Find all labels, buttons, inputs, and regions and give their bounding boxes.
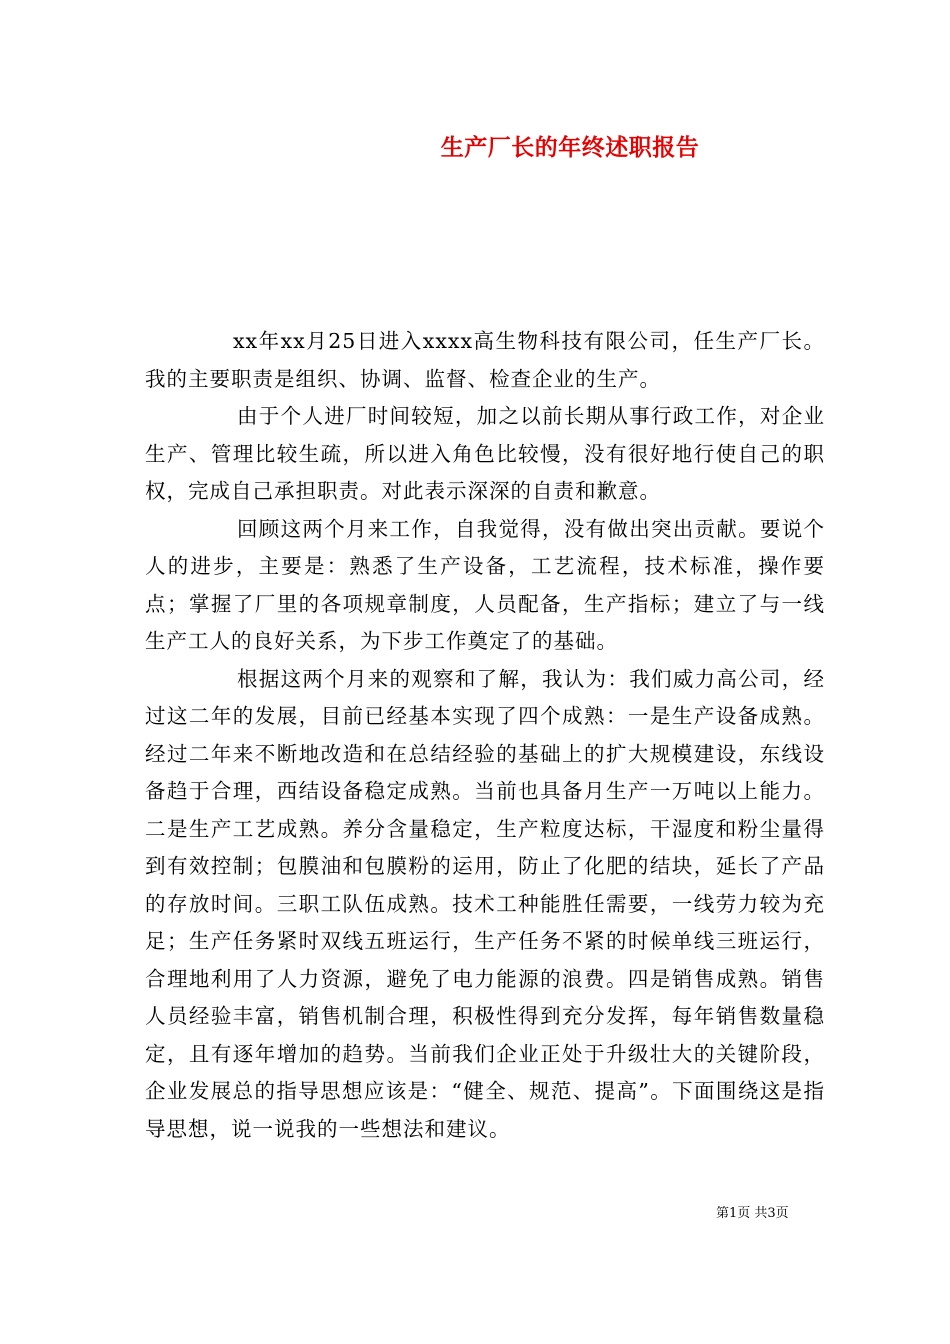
paragraph-1: xx年xx月25日进入xxxx高生物科技有限公司，任生产厂长。我的主要职责是组织、协调、监督、检查企业的生产。 <box>145 329 825 391</box>
paragraph-2: 由于个人进厂时间较短，加之以前长期从事行政工作，对企业生产、管理比较生疏，所以进入角色比较慢，没有很好地行使自己的职权，完成自己承担职责。对此表示深深的自责和歉意。 <box>145 404 825 503</box>
page-title: 生产厂长的年终述职报告 <box>440 135 700 161</box>
page-number: 第1页 共3页 <box>716 1206 789 1221</box>
document-body <box>145 323 825 1148</box>
paragraph-3: 回顾这两个月来工作，自我觉得，没有做出突出贡献。要说个人的进步，主要是：熟悉了生产设备，工艺流程，技术标准，操作要点；掌握了厂里的各项规章制度，人员配备，生产指标；建立了与一线生产工人的良好关系，为下步工作奠定了的基础。 <box>145 516 825 653</box>
paragraph-4: 根据这两个月来的观察和了解，我认为：我们威力高公司，经过这二年的发展，目前已经基本实现了四个成熟：一是生产设备成熟。经过二年来不断地改造和在总结经验的基础上的扩大规模建设，东线设备趋于合理，西结设备稳定成熟。当前也具备月生产一万吨以上能力。二是生产工艺成熟。养分含量稳定，生产粒度达标，干湿度和粉尘量得到有效控制；包膜油和包膜粉的运用，防止了化肥的结块，延长了产品的存放时间。三职工队伍成熟。技术工种能胜任需要，一线劳力较为充足；生产任务紧时双线五班运行，生产任务不紧的时候单线三班运行，合理地利用了人力资源，避免了电力能源的浪费。四是销售成熟。销售人员经验丰富，销售机制合理，积极性得到充分发挥，每年销售数量稳定，且有逐年增加的趋势。当前我们企业正处于升级壮大的关键阶段，企业发展总的指导思想应该是：“健全、规范、提高”。下面围绕这是指导思想，说一说我的一些想法和建议。 <box>145 666 825 1141</box>
